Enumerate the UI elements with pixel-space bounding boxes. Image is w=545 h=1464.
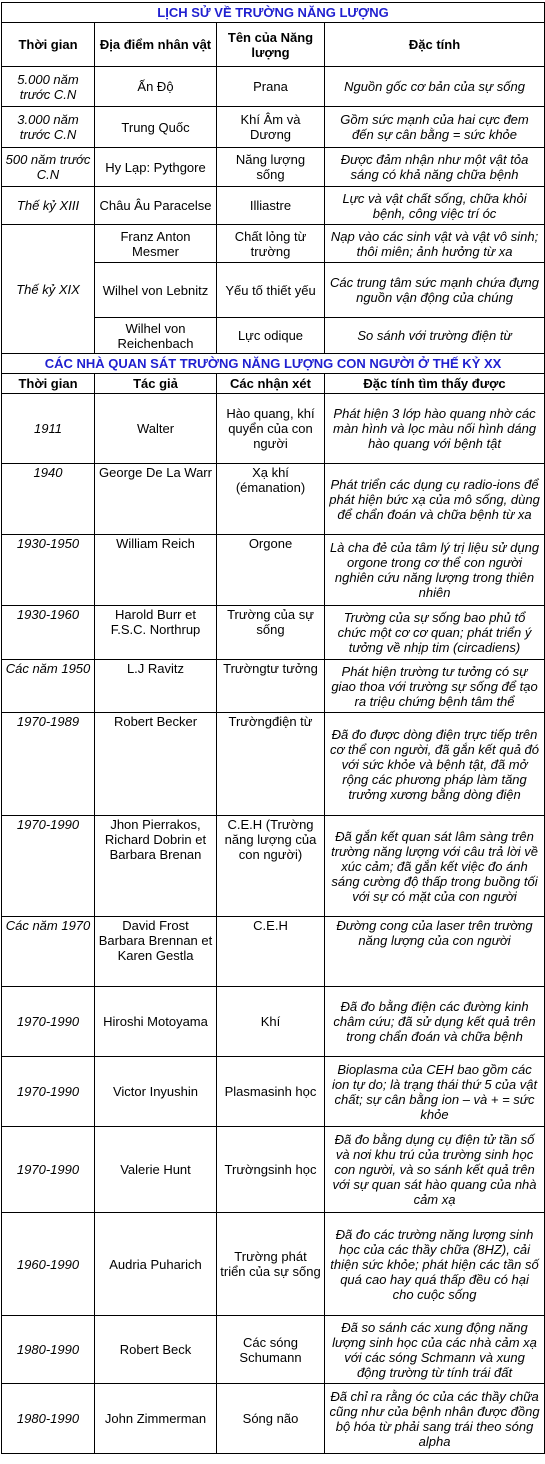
cell-author: William Reich [95, 535, 217, 606]
table-row [2, 1057, 545, 1127]
energy-field-table [1, 2, 545, 1454]
cell-place: Ấn Độ [95, 67, 217, 107]
header-trait: Đặc tính [325, 23, 545, 67]
cell-energy-name: Lực odique [217, 318, 325, 354]
cell-author: Jhon Pierrakos, Richard Dobrin et Barbara Brenan [95, 816, 217, 917]
cell-trait: Các trung tâm sức mạnh chứa đựng nguồn vận động của chúng [325, 263, 545, 318]
cell-note: Trường phát triển của sự sống [217, 1213, 325, 1316]
table-row [2, 225, 545, 263]
section2-title: CÁC NHÀ QUAN SÁT TRƯỜNG NĂNG LƯỢNG CON NGƯỜI Ở THẾ KỶ XX [2, 354, 545, 374]
cell-time: 500 năm trước C.N [2, 148, 95, 187]
cell-time: 1980-1990 [2, 1316, 95, 1384]
cell-author: Walter [95, 394, 217, 464]
cell-time: 3.000 năm trước C.N [2, 107, 95, 148]
cell-trait: Bioplasma của CEH bao gồm các ion tự do; là trạng thái thứ 5 của vật chất; sự cân bằng ion – và + = sức khỏe [325, 1057, 545, 1127]
cell-note: C.E.H (Trường năng lượng của con người) [217, 816, 325, 917]
cell-trait: Đã đo các trường năng lượng sinh học của các thầy chữa (8HZ), cải thiện sức khỏe; phát hiện các tần số quá cao hay quá thấp đều có hại cho cuộc sống [325, 1213, 545, 1316]
table-row [2, 660, 545, 713]
cell-energy-name: Khí Âm và Dương [217, 107, 325, 148]
table-row [2, 67, 545, 107]
cell-energy-name: Illiastre [217, 187, 325, 225]
cell-place: Wilhel von Lebnitz [95, 263, 217, 318]
cell-note: Trường của sự sống [217, 606, 325, 660]
cell-note: Orgone [217, 535, 325, 606]
section2-header-row [2, 374, 545, 394]
section1-header-row [2, 23, 545, 67]
cell-trait: Đã chỉ ra rằng óc của các thầy chữa cũng như của bệnh nhân được đồng bộ hóa từ phải sang trái theo sóng alpha [325, 1384, 545, 1454]
cell-time: 1980-1990 [2, 1384, 95, 1454]
cell-author: Valerie Hunt [95, 1127, 217, 1213]
cell-place: Wilhel von Reichenbach [95, 318, 217, 354]
cell-trait: So sánh với trường điện từ [325, 318, 545, 354]
cell-time: 1970-1990 [2, 1127, 95, 1213]
cell-author: Victor Inyushin [95, 1057, 217, 1127]
cell-author: John Zimmerman [95, 1384, 217, 1454]
table-row [2, 107, 545, 148]
cell-time: 1940 [2, 464, 95, 535]
section1-title-row [2, 3, 545, 23]
cell-energy-name: Chất lỏng từ trường [217, 225, 325, 263]
cell-trait: Nguồn gốc cơ bản của sự sống [325, 67, 545, 107]
section2-title-row [2, 354, 545, 374]
cell-trait: Là cha đẻ của tâm lý trị liệu sử dụng orgone trong cơ thể con người nghiên cứu năng lượng trong thiên nhiên [325, 535, 545, 606]
cell-trait: Đã đo được dòng điện trực tiếp trên cơ thể con người, đã gắn kết quả đó với sức khỏe và bệnh tật, đã mở rộng các phương pháp làm tăng trưởng xương bằng dòng điện [325, 713, 545, 816]
cell-energy-name: Năng lượng sống [217, 148, 325, 187]
cell-author: David Frost Barbara Brennan et Karen Gestla [95, 917, 217, 987]
cell-trait: Trường của sự sống bao phủ tổ chức một cơ cơ quan; phát triển ý tưởng về nhịp tim (circadiens) [325, 606, 545, 660]
cell-trait: Đã đo bằng dụng cụ điện tử tần số và nơi khu trú của trường sinh học con người, và so sánh kết quả trên với sự quan sát hào quang của nhà cảm xạ [325, 1127, 545, 1213]
cell-note: Trườngđiện từ [217, 713, 325, 816]
table-row [2, 148, 545, 187]
table-row [2, 1213, 545, 1316]
cell-author: George De La Warr [95, 464, 217, 535]
header-found-trait: Đặc tính tìm thấy được [325, 374, 545, 394]
section1-title: LỊCH SỬ VỀ TRƯỜNG NĂNG LƯỢNG [2, 3, 545, 23]
cell-author: Audria Puharich [95, 1213, 217, 1316]
cell-energy-name: Yếu tố thiết yếu [217, 263, 325, 318]
header-time: Thời gian [2, 23, 95, 67]
cell-place: Hy Lạp: Pythgore [95, 148, 217, 187]
header-place: Địa điểm nhân vật [95, 23, 217, 67]
table-row [2, 816, 545, 917]
cell-note: Trườngtư tưởng [217, 660, 325, 713]
cell-trait: Phát hiện trường tư tưởng có sự giao thoa với trường sự sống để tạo ra triệu chứng bệnh tâm thể [325, 660, 545, 713]
table-row [2, 394, 545, 464]
cell-note: Plasmasinh học [217, 1057, 325, 1127]
header-time: Thời gian [2, 374, 95, 394]
table-row [2, 1316, 545, 1384]
cell-trait: Lực và vật chất sống, chữa khỏi bệnh, công việc trí óc [325, 187, 545, 225]
cell-time: 1970-1989 [2, 713, 95, 816]
table-row [2, 917, 545, 987]
cell-time: 1970-1990 [2, 816, 95, 917]
cell-place: Châu Âu Paracelse [95, 187, 217, 225]
cell-time: 1930-1960 [2, 606, 95, 660]
cell-author: Robert Beck [95, 1316, 217, 1384]
cell-time: Các năm 1950 [2, 660, 95, 713]
cell-trait: Phát triển các dụng cụ radio-ions để phát hiện bức xạ của mô sống, dùng để chẩn đoán và chữa bệnh từ xa [325, 464, 545, 535]
header-energy-name: Tên của Năng lượng [217, 23, 325, 67]
cell-time: 1930-1950 [2, 535, 95, 606]
cell-time: Thế kỷ XIII [2, 187, 95, 225]
cell-energy-name: Prana [217, 67, 325, 107]
cell-note: Khí [217, 987, 325, 1057]
cell-place: Franz Anton Mesmer [95, 225, 217, 263]
table-row [2, 606, 545, 660]
cell-trait: Gồm sức mạnh của hai cực đem đến sự cân bằng = sức khỏe [325, 107, 545, 148]
cell-note: Các sóng Schumann [217, 1316, 325, 1384]
cell-note: Xạ khí (émanation) [217, 464, 325, 535]
cell-trait: Đã đo bằng điện các đường kinh châm cứu; đã sử dụng kết quả trên trong chẩn đoán và chữa bệnh [325, 987, 545, 1057]
table-row [2, 535, 545, 606]
table-row [2, 464, 545, 535]
cell-author: L.J Ravitz [95, 660, 217, 713]
cell-note: C.E.H [217, 917, 325, 987]
cell-trait: Đường cong của laser trên trường năng lượng của con người [325, 917, 545, 987]
cell-note: Trườngsinh học [217, 1127, 325, 1213]
header-author: Tác giả [95, 374, 217, 394]
table-row [2, 1127, 545, 1213]
cell-time: 5.000 năm trước C.N [2, 67, 95, 107]
cell-time: 1960-1990 [2, 1213, 95, 1316]
cell-trait: Được đảm nhận như một vật tỏa sáng có khả năng chữa bệnh [325, 148, 545, 187]
cell-author: Robert Becker [95, 713, 217, 816]
cell-trait: Đã so sánh các xung động năng lượng sinh học của các nhà cảm xạ với các sóng Schmann và xung động trường từ tính trái đất [325, 1316, 545, 1384]
cell-trait: Nạp vào các sinh vật và vật vô sinh; thôi miên; ảnh hưởng từ xa [325, 225, 545, 263]
cell-author: Harold Burr et F.S.C. Northrup [95, 606, 217, 660]
cell-time: 1970-1990 [2, 1057, 95, 1127]
cell-time: Thế kỷ XIX [2, 225, 95, 354]
table-row [2, 1384, 545, 1454]
cell-time: 1911 [2, 394, 95, 464]
cell-trait: Phát hiện 3 lớp hào quang nhờ các màn hình và lọc màu nối hình dáng hào quang với bệnh tật [325, 394, 545, 464]
table-row [2, 187, 545, 225]
cell-time: Các năm 1970 [2, 917, 95, 987]
cell-time: 1970-1990 [2, 987, 95, 1057]
cell-trait: Đã gắn kết quan sát lâm sàng trên trường năng lượng với câu trả lời về xúc cảm; đã gắn kết việc đo ánh sáng cường độ thấp trong buồng tối với sự có mặt của con người [325, 816, 545, 917]
table-row [2, 713, 545, 816]
header-note: Các nhận xét [217, 374, 325, 394]
cell-author: Hiroshi Motoyama [95, 987, 217, 1057]
cell-place: Trung Quốc [95, 107, 217, 148]
cell-note: Sóng não [217, 1384, 325, 1454]
table-row [2, 987, 545, 1057]
cell-note: Hào quang, khí quyển của con người [217, 394, 325, 464]
